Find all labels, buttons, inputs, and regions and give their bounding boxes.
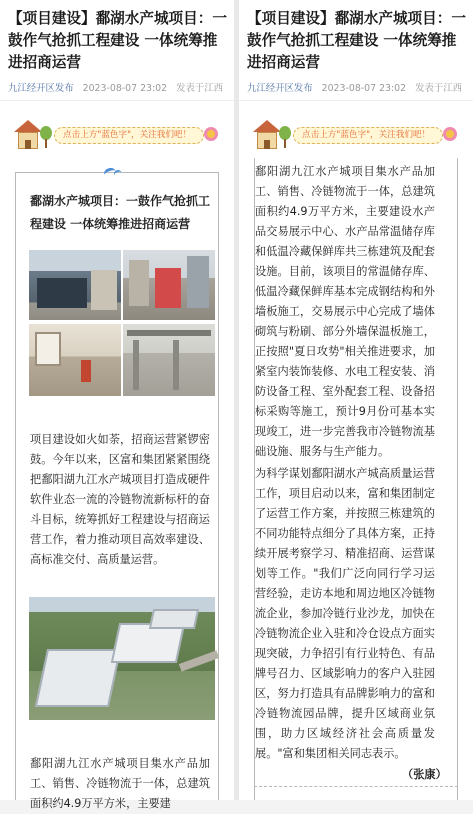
paragraph-project-cut: 鄱阳湖九江水产城项目集水产品加工、销售、冷链物流于一体，总建筑面积约4.9万平方米，主要建 [30, 757, 210, 810]
construction-photo-4[interactable] [123, 324, 215, 396]
header-divider [0, 100, 234, 101]
tree-icon [279, 126, 291, 140]
publish-location: 发表于江西 [176, 83, 223, 94]
article-meta-repeat [247, 80, 462, 94]
aerial-site-photo[interactable] [29, 597, 215, 720]
construction-photo-1[interactable] [29, 250, 121, 320]
publish-datetime: 2023-08-07 23:02 [82, 83, 168, 94]
article-title-repeat: 【项目建设】鄱湖水产城项目：一鼓作气抢抓工程建设 一体统筹推进招商运营 [247, 10, 466, 71]
tree-icon [40, 126, 52, 140]
follow-banner[interactable] [14, 118, 220, 154]
header-divider-repeat [239, 100, 473, 101]
publish-location-repeat: 发表于江西 [415, 83, 462, 94]
frame-ornament-icon [104, 164, 126, 178]
author-byline: （张康） [402, 768, 447, 781]
frame-bottom-dashed [254, 786, 458, 787]
source-link-repeat[interactable]: 九江经开区发布 [247, 83, 313, 94]
publish-datetime-repeat: 2023-08-07 23:02 [321, 83, 407, 94]
construction-photo-3[interactable] [29, 324, 121, 396]
follow-banner-text: 点击上方"蓝色字"，关注我们吧！ [54, 127, 204, 144]
follow-banner-text-repeat: 点击上方"蓝色字"，关注我们吧！ [293, 127, 443, 144]
follow-banner-repeat[interactable] [253, 118, 459, 154]
article-title: 【项目建设】鄱湖水产城项目：一鼓作气抢抓工程建设 一体统筹推进招商运营 [8, 10, 227, 71]
paragraph-operations: 为科学谋划鄱阳湖水产城高质量运营工作，项目启动以来，富和集团制定了运营工作方案，并按照三栋建筑的不同功能特点细分了具体方案，正持续开展考察学习、精准招商、运营谋划等工作。"我们广泛向同行学习运营经验，走访本地和周边地区冷链物流企业，参加冷链行业沙龙，加快在冷链物流企业入驻和冷仓设点方面实现突破，力争招引有行业特色、有品牌号召力、区域影响力的客户入驻园区，努力打造具有品牌影响力的富和冷链物流园品牌，提升区域商业氛围，助力区域经济社会高质量发展。"富和集团相关同志表示。 [255, 467, 435, 760]
inner-title: 鄱湖水产城项目：一鼓作气抢抓工程建设 一体统筹推进招商运营 [30, 194, 211, 231]
flower-icon [443, 127, 457, 141]
paragraph-intro: 项目建设如火如荼，招商运营紧锣密鼓。今年以来，区富和集团紧紧围绕把鄱阳湖九江水产城项目打造成硬件软件业态一流的冷链物流新标杆的奋斗目标，统筹抓好工程建设与招商运营工作，着力推动项目高效率建设、高标准交付、高质量运营。 [30, 433, 210, 566]
construction-photo-2[interactable] [123, 250, 215, 320]
article-meta [8, 80, 223, 94]
house-icon [253, 120, 281, 150]
paragraph-project-full: 鄱阳湖九江水产城项目集水产品加工、销售、冷链物流于一体，总建筑面积约4.9万平方米，主要建设水产品交易展示中心、水产品常温储存库和低温冷藏保鲜库共三栋建筑及配套设施。目前，该项目的常温储存库、低温冷藏保鲜库基本完成钢结构和外墙板施工，交易展示中心完成了墙体砌筑与粉刷、部分外墙保温板施工，正按照"夏日攻势"相关推进要求，加紧室内装饰装修、水电工程安装、消防设备工程、室外配套工程、设备招标采购等施工，预计9月份可基本实现竣工，进一步完善我市冷链物流基础设施、服务与生产能力。 [255, 165, 435, 458]
flower-icon [204, 127, 218, 141]
house-icon [14, 120, 42, 150]
source-link[interactable]: 九江经开区发布 [8, 83, 74, 94]
